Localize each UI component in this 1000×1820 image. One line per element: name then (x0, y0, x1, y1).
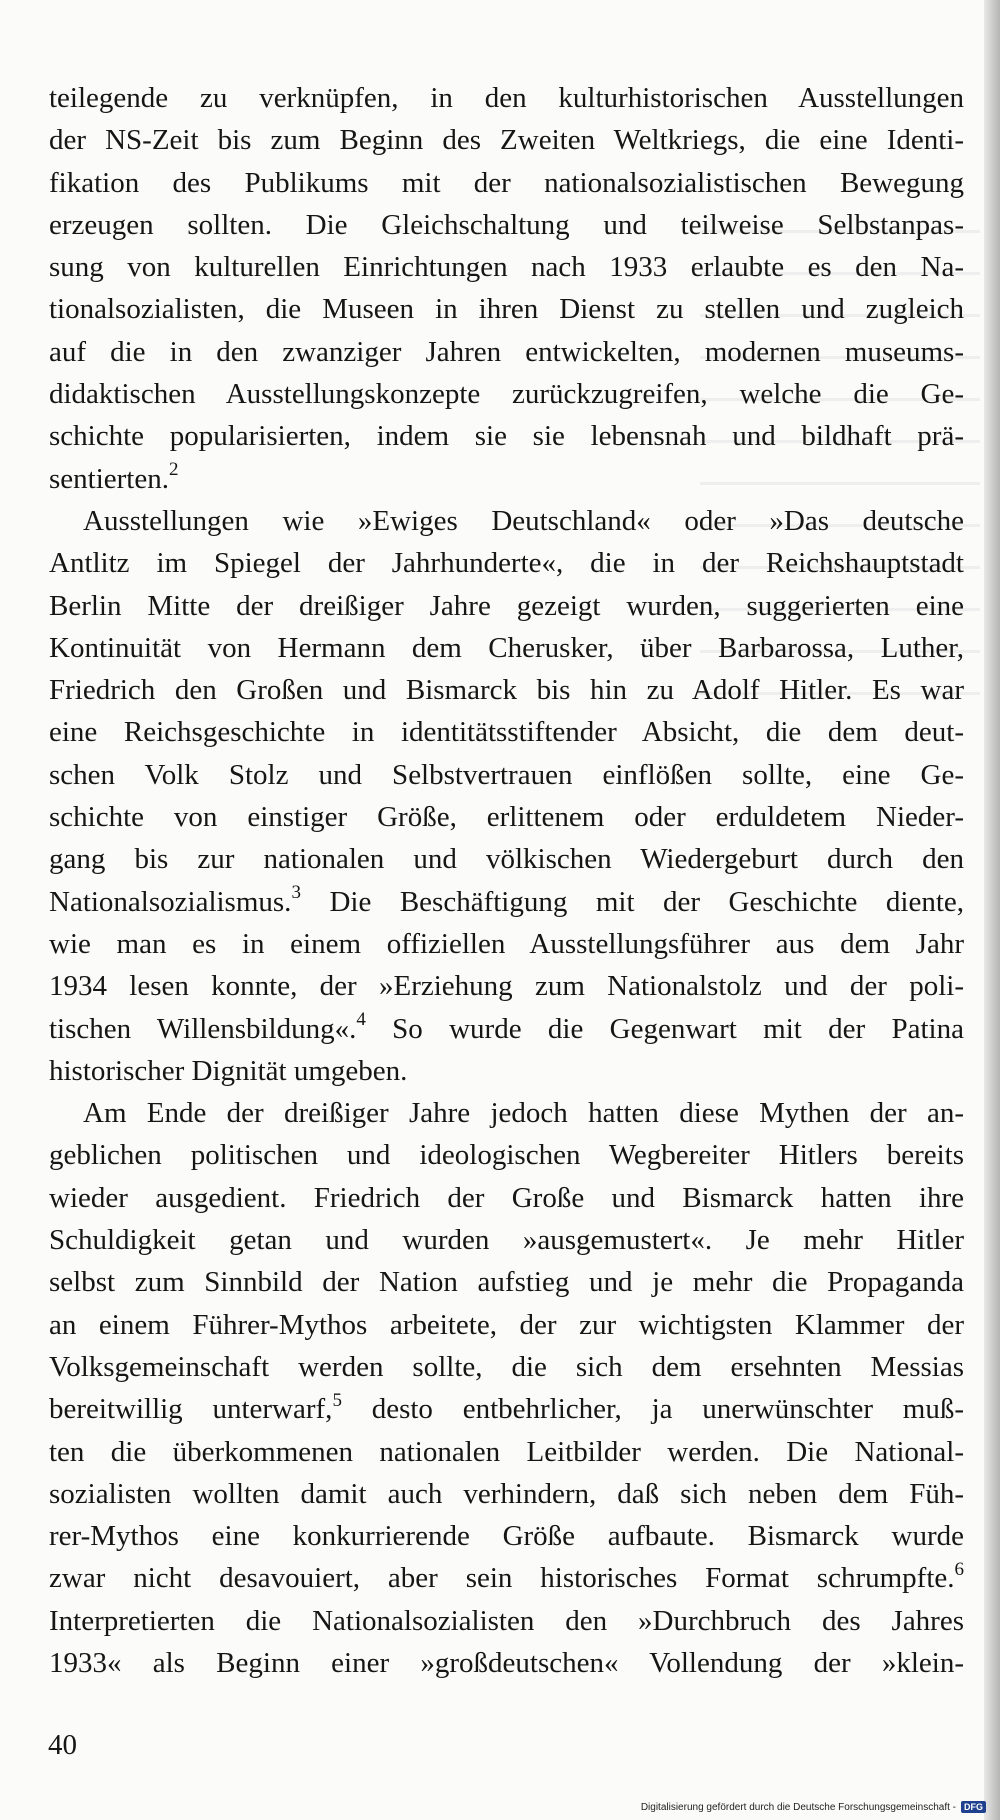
text-line: bereitwillig unterwarf,$^5$ desto entbehrlicher, ja unerwünschter muß- (49, 1389, 964, 1426)
text-line: Nationalsozialismus.$^3$ Die Beschäftigung mit der Geschichte diente, (49, 881, 964, 918)
text-line: didaktischen Ausstellungskonzepte zurückzugreifen, welche die Ge- (49, 378, 964, 411)
footnote-ref: 6 (954, 1558, 964, 1580)
footnote-ref: 5 (332, 1389, 342, 1411)
text-line: sentierten.$^2$ (49, 459, 179, 495)
text-line: erzeugen sollten. Die Gleichschaltung und teilweise Selbstanpas- (49, 208, 964, 241)
text-line: ten die überkommenen nationalen Leitbilder werden. Die National- (49, 1435, 964, 1468)
text-line: Am Ende der dreißiger Jahre jedoch hatten diese Mythen der an- (83, 1097, 964, 1130)
digitization-footer (641, 1801, 986, 1813)
text-line: selbst zum Sinnbild der Nation aufstieg und je mehr die Propaganda (49, 1266, 964, 1299)
text-line: Berlin Mitte der dreißiger Jahre gezeigt wurden, suggerierten eine (49, 589, 964, 622)
footnote-ref: 2 (168, 459, 179, 481)
text-line: auf die in den zwanziger Jahren entwickelten, modernen museums- (49, 335, 964, 368)
text-line: der NS-Zeit bis zum Beginn des Zweiten Weltkriegs, die eine Identi- (49, 124, 964, 157)
text-line: schen Volk Stolz und Selbstvertrauen einflößen sollte, eine Ge- (49, 758, 964, 791)
text-line: geblichen politischen und ideologischen Wegbereiter Hitlers bereits (49, 1139, 964, 1172)
text-line: zwar nicht desavouiert, aber sein historisches Format schrumpfte.$^6$ (49, 1558, 964, 1595)
text-line: sozialisten wollten damit auch verhindern, daß sich neben dem Füh- (49, 1477, 964, 1510)
text-line: Schuldigkeit getan und wurden »ausgemustert«. Je mehr Hitler (49, 1224, 964, 1257)
text-line: rer-Mythos eine konkurrierende Größe aufbaute. Bismarck wurde (49, 1520, 964, 1553)
text-line: wie man es in einem offiziellen Ausstellungsführer aus dem Jahr (49, 927, 964, 960)
footnote-ref: 4 (356, 1008, 366, 1030)
page-edge (984, 0, 1000, 1820)
text-line: historischer Dignität umgeben. (49, 1054, 408, 1087)
text-line: an einem Führer-Mythos arbeitete, der zur wichtigsten Klammer der (49, 1308, 964, 1341)
digitization-note: Digitalisierung gefördert durch die Deutsche Forschungsgemeinschaft - (640, 1801, 956, 1813)
text-line: eine Reichsgeschichte in identitätsstiftender Absicht, die dem deut- (49, 716, 964, 749)
text-line: schichte von einstiger Größe, erlittenem oder erduldetem Nieder- (49, 801, 964, 834)
text-line: Ausstellungen wie »Ewiges Deutschland« oder »Das deutsche (83, 504, 964, 537)
footnote-ref: 3 (291, 881, 301, 903)
text-line: Volksgemeinschaft werden sollte, die sich dem ersehnten Messias (49, 1350, 964, 1383)
body-text (49, 77, 964, 1684)
text-line: fikation des Publikums mit der nationalsozialistischen Bewegung (49, 166, 964, 199)
text-line: tischen Willensbildung«.$^4$ So wurde die Gegenwart mit der Patina (49, 1008, 964, 1045)
text-line: schichte popularisierten, indem sie sie lebensnah und bildhaft prä- (49, 420, 964, 453)
dfg-logo: DFG (961, 1801, 986, 1813)
text-line: 1934 lesen konnte, der »Erziehung zum Nationalstolz und der poli- (49, 970, 964, 1003)
text-line: tionalsozialisten, die Museen in ihren Dienst zu stellen und zugleich (49, 293, 964, 326)
text-line: teilegende zu verknüpfen, in den kulturhistorischen Ausstellungen (49, 82, 964, 114)
page-number: 40 (48, 1729, 77, 1761)
text-line: Interpretierten die Nationalsozialisten den »Durchbruch des Jahres (49, 1604, 964, 1637)
text-line: Kontinuität von Hermann dem Cherusker, über Barbarossa, Luther, (49, 631, 964, 664)
text-line: wieder ausgedient. Friedrich der Große und Bismarck hatten ihre (49, 1181, 964, 1214)
text-line: Antlitz im Spiegel der Jahrhunderte«, die in der Reichshauptstadt (49, 547, 964, 580)
text-line: Friedrich den Großen und Bismarck bis hin zu Adolf Hitler. Es war (49, 674, 964, 707)
text-line: 1933« als Beginn einer »großdeutschen« Vollendung der »klein- (49, 1646, 964, 1679)
text-line: gang bis zur nationalen und völkischen Wiedergeburt durch den (49, 843, 964, 876)
text-line: sung von kulturellen Einrichtungen nach 1933 erlaubte es den Na- (49, 251, 964, 284)
